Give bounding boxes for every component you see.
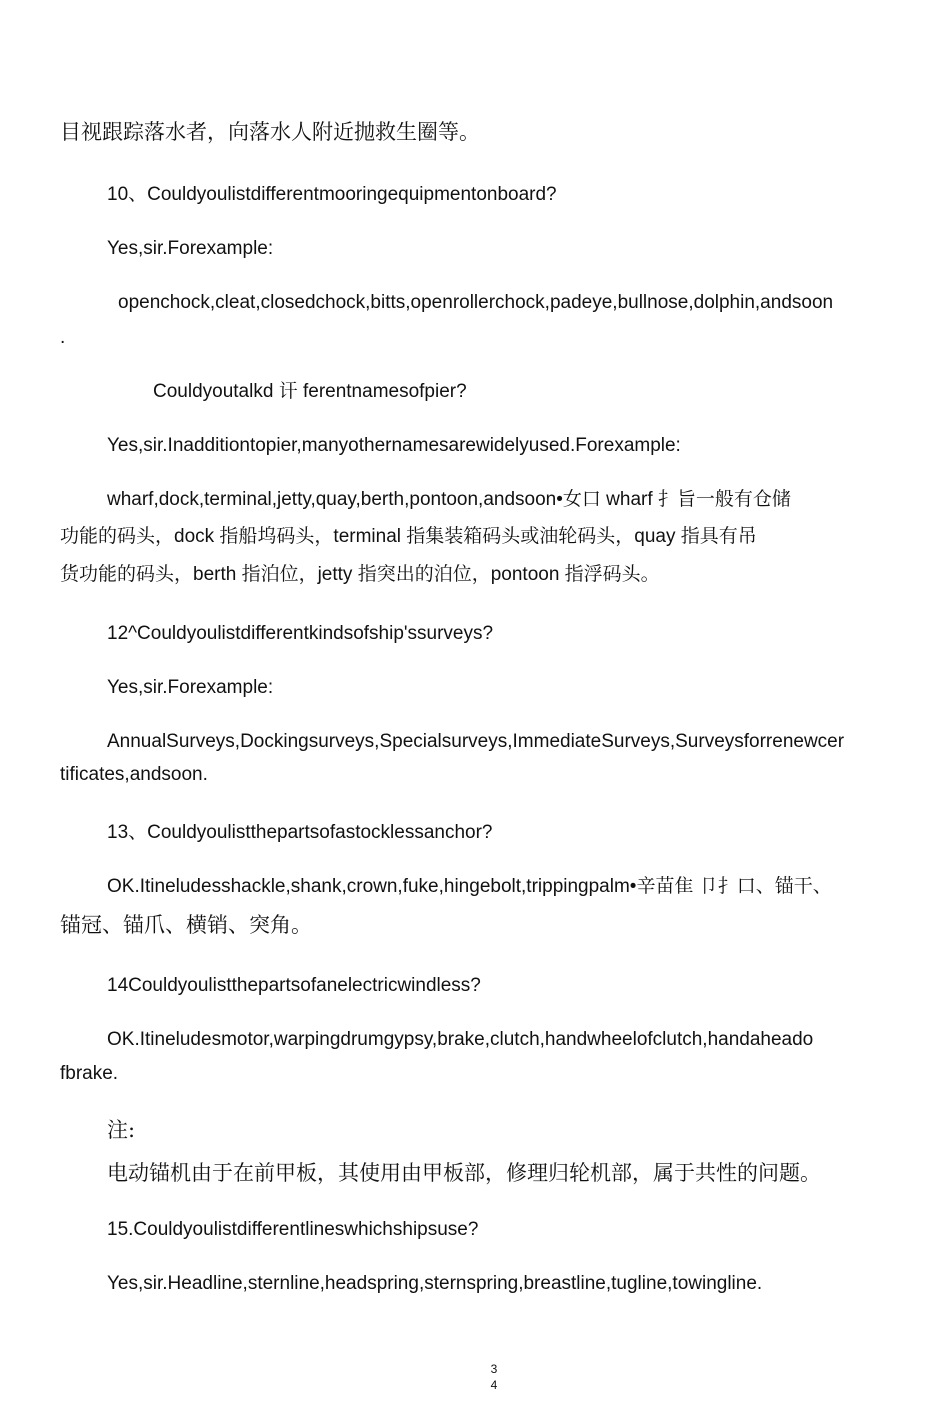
- answer-line: Yes,sir.Headline,sternline,headspring,sternspring,breastline,tugline,towingline.: [107, 1273, 763, 1294]
- text-line: .: [60, 327, 66, 348]
- answer-line: OK.Itineludesshackle,shank,crown,fuke,hingebolt,trippingpalm•辛苗隹 卩扌口、锚干、: [107, 876, 832, 897]
- text-line: 功能的码头，dock 指船坞码头，terminal 指集装箱码头或油轮码头，quay 指具有吊: [60, 526, 757, 547]
- question-10: 10、Couldyoulistdifferentmooringequipmentonboard?: [107, 184, 557, 205]
- note-label: 注:: [107, 1118, 136, 1142]
- text-line: 货功能的码头，berth 指泊位，jetty 指突出的泊位，pontoon 指浮码头。: [60, 564, 660, 585]
- question-13: 13、Couldyoulistthepartsofastocklessanchor?: [107, 822, 493, 843]
- answer-line: Yes,sir.Forexample:: [107, 677, 274, 698]
- answer-line: OK.Itineludesmotor,warpingdrumgypsy,brake,clutch,handwheelofclutch,handaheado: [107, 1029, 814, 1050]
- answer-line: Yes,sir.Inadditiontopier,manyothernamesarewidelyused.Forexample:: [107, 435, 681, 456]
- answer-line: wharf,dock,terminal,jetty,quay,berth,pontoon,andsoon•女口 wharf 扌旨一般有仓储: [107, 489, 791, 510]
- text-line: 锚冠、锚爪、横销、突角。: [60, 913, 312, 937]
- question-15: 15.Couldyoulistdifferentlineswhichshipsuse?: [107, 1219, 479, 1240]
- question-14: 14Couldyoulistthepartsofanelectricwindless?: [107, 975, 481, 996]
- answer-line: openchock,cleat,closedchock,bitts,openrollerchock,padeye,bullnose,dolphin,andsoon: [118, 292, 834, 313]
- page-number: 3: [490, 1362, 498, 1376]
- question-11: Couldyoutalkd 讦 ferentnamesofpier?: [153, 381, 467, 402]
- page-number: 4: [490, 1378, 498, 1392]
- text-line: 目视跟踪落水者，向落水人附近抛救生圈等。: [60, 120, 480, 144]
- text-line: tificates,andsoon.: [60, 764, 208, 785]
- text-line: fbrake.: [60, 1063, 119, 1084]
- question-12: 12^Couldyoulistdifferentkindsofship'ssurveys?: [107, 623, 494, 644]
- note-text: 电动锚机由于在前甲板，其使用由甲板部，修理归轮机部，属于共性的问题。: [107, 1161, 821, 1185]
- answer-line: Yes,sir.Forexample:: [107, 238, 274, 259]
- answer-line: AnnualSurveys,Dockingsurveys,Specialsurveys,ImmediateSurveys,Surveysforrenewcer: [107, 731, 845, 752]
